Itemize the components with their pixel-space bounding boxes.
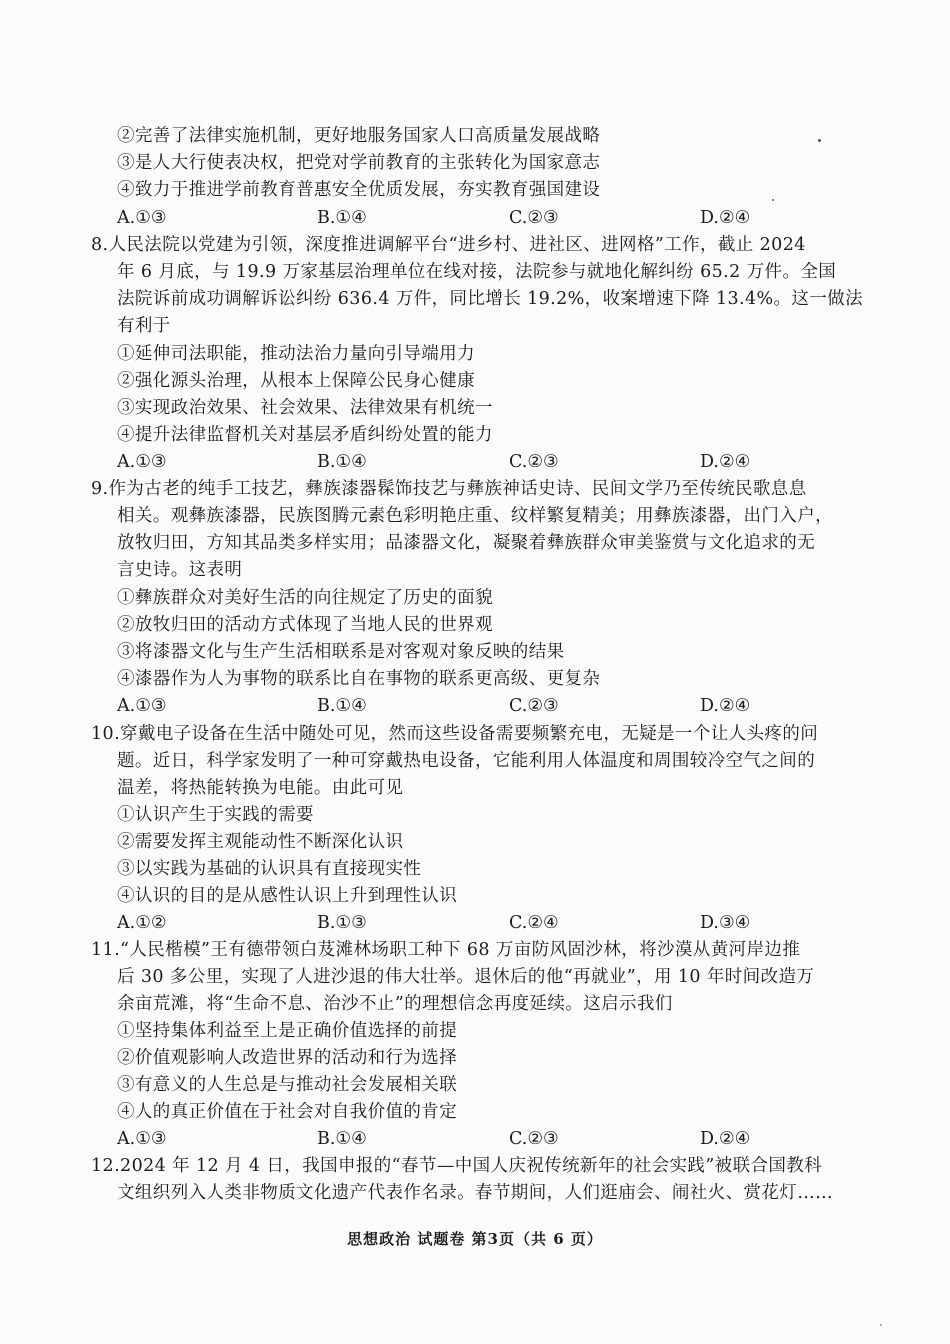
q12-stem-line: 文组织列入人类非物质文化遗产代表作名录。春节期间，人们逛庙会、闹社火、赏花灯…… xyxy=(117,1183,833,1203)
page-footer: 思想政治 试题卷 第3页（共 6 页） xyxy=(347,1230,603,1248)
q11-statement-3: ③有意义的人生总是与推动社会发展相关联 xyxy=(117,1075,458,1095)
option-c: C.②④ xyxy=(509,913,559,933)
option-d: D.②④ xyxy=(700,1129,751,1149)
q11-options xyxy=(117,1126,817,1152)
option-c: C.②③ xyxy=(509,208,559,228)
q11-statement-4: ④人的真正价值在于社会对自我价值的肯定 xyxy=(117,1102,458,1122)
q8-statement-3: ③实现政治效果、社会效果、法律效果有机统一 xyxy=(117,398,493,418)
q10-options xyxy=(117,910,817,936)
q11-stem-line: 11.“人民楷模”王有德带领白芨滩林场职工种下 68 万亩防风固沙林，将沙漠从黄河岸边推 xyxy=(91,940,801,960)
q11-statement-1: ①坚持集体利益至上是正确价值选择的前提 xyxy=(117,1021,458,1041)
q7-statement-2: ②完善了法律实施机制，更好地服务国家人口高质量发展战略 xyxy=(117,126,601,146)
q8-statement-4: ④提升法律监督机关对基层矛盾纠纷处置的能力 xyxy=(117,425,493,445)
q10-statement-2: ②需要发挥主观能动性不断深化认识 xyxy=(117,832,404,852)
q8-stem-line: 有利于 xyxy=(117,316,171,336)
q11-stem-line: 余亩荒滩，将“生命不息、治沙不止”的理想信念再度延续。这启示我们 xyxy=(117,994,673,1014)
q8-statement-2: ②强化源头治理，从根本上保障公民身心健康 xyxy=(117,371,475,391)
option-b: B.①③ xyxy=(317,913,367,933)
q9-stem-line: 相关。观彝族漆器，民族图腾元素色彩明艳庄重、纹样繁复精美；用彝族漆器，出门入户， xyxy=(117,506,833,526)
option-c: C.②③ xyxy=(509,1129,559,1149)
q7-options xyxy=(117,205,817,231)
option-a: A.①③ xyxy=(117,208,167,228)
q9-stem-line: 放牧归田，方知其品类多样实用；品漆器文化，凝聚着彝族群众审美鉴赏与文化追求的无 xyxy=(117,533,816,553)
q11-stem-line: 后 30 多公里，实现了人进沙退的伟大壮举。退休后的他“再就业”，用 10 年时间改造万 xyxy=(117,967,815,987)
q9-stem-line: 言史诗。这表明 xyxy=(117,560,243,580)
q9-statement-4: ④漆器作为人为事物的联系比自在事物的联系更高级、更复杂 xyxy=(117,669,601,689)
q9-statement-3: ③将漆器文化与生产生活相联系是对客观对象反映的结果 xyxy=(117,642,565,662)
q9-options xyxy=(117,693,817,719)
q9-statement-2: ②放牧归田的活动方式体现了当地人民的世界观 xyxy=(117,615,493,635)
option-a: A.①③ xyxy=(117,1129,167,1149)
option-a: A.①② xyxy=(117,913,167,933)
q8-stem-line: 8.人民法院以党建为引领，深度推进调解平台“进乡村、进社区、进网格”工作，截止 2024 xyxy=(91,235,806,255)
q10-statement-3: ③以实践为基础的认识具有直接现实性 xyxy=(117,859,422,879)
q10-statement-4: ④认识的目的是从感性认识上升到理性认识 xyxy=(117,886,458,906)
option-b: B.①④ xyxy=(317,696,367,716)
q12-stem-line: 12.2024 年 12 月 4 日，我国申报的“春节—中国人庆祝传统新年的社会实践”被联合国教科 xyxy=(91,1156,823,1176)
scan-speck xyxy=(880,1324,882,1326)
option-d: D.②④ xyxy=(700,208,751,228)
option-d: D.②④ xyxy=(700,696,751,716)
q8-options xyxy=(117,449,817,475)
q8-stem-line: 年 6 月底，与 19.9 万家基层治理单位在线对接，法院参与就地化解纠纷 65.2 万件。全国 xyxy=(117,262,837,282)
q10-stem-line: 温差，将热能转换为电能。由此可见 xyxy=(117,778,404,798)
option-a: A.①③ xyxy=(117,696,167,716)
scan-speck xyxy=(818,139,821,142)
q10-stem-line: 题。近日，科学家发明了一种可穿戴热电设备，它能利用人体温度和周围较冷空气之间的 xyxy=(117,751,816,771)
q10-stem-line: 10.穿戴电子设备在生活中随处可见，然而这些设备需要频繁充电，无疑是一个让人头疼的问 xyxy=(91,724,819,744)
scan-speck xyxy=(772,199,774,201)
option-a: A.①③ xyxy=(117,452,167,472)
q8-statement-1: ①延伸司法职能，推动法治力量向引导端用力 xyxy=(117,344,475,364)
option-c: C.②③ xyxy=(509,452,559,472)
q11-statement-2: ②价值观影响人改造世界的活动和行为选择 xyxy=(117,1048,458,1068)
q9-stem-line: 9.作为古老的纯手工技艺，彝族漆器髹饰技艺与彝族神话史诗、民间文学乃至传统民歌息息 xyxy=(91,479,807,499)
q7-statement-4: ④致力于推进学前教育普惠安全优质发展，夯实教育强国建设 xyxy=(117,180,601,200)
option-d: D.②④ xyxy=(700,452,751,472)
option-b: B.①④ xyxy=(317,452,367,472)
option-c: C.②③ xyxy=(509,696,559,716)
q10-statement-1: ①认识产生于实践的需要 xyxy=(117,805,314,825)
q9-statement-1: ①彝族群众对美好生活的向往规定了历史的面貌 xyxy=(117,588,493,608)
option-d: D.③④ xyxy=(700,913,751,933)
q8-stem-line: 法院诉前成功调解诉讼纠纷 636.4 万件，同比增长 19.2%，收案增速下降 13.4%。这一做法 xyxy=(117,289,864,309)
option-b: B.①④ xyxy=(317,208,367,228)
option-b: B.①④ xyxy=(317,1129,367,1149)
q7-statement-3: ③是人大行使表决权，把党对学前教育的主张转化为国家意志 xyxy=(117,153,601,173)
